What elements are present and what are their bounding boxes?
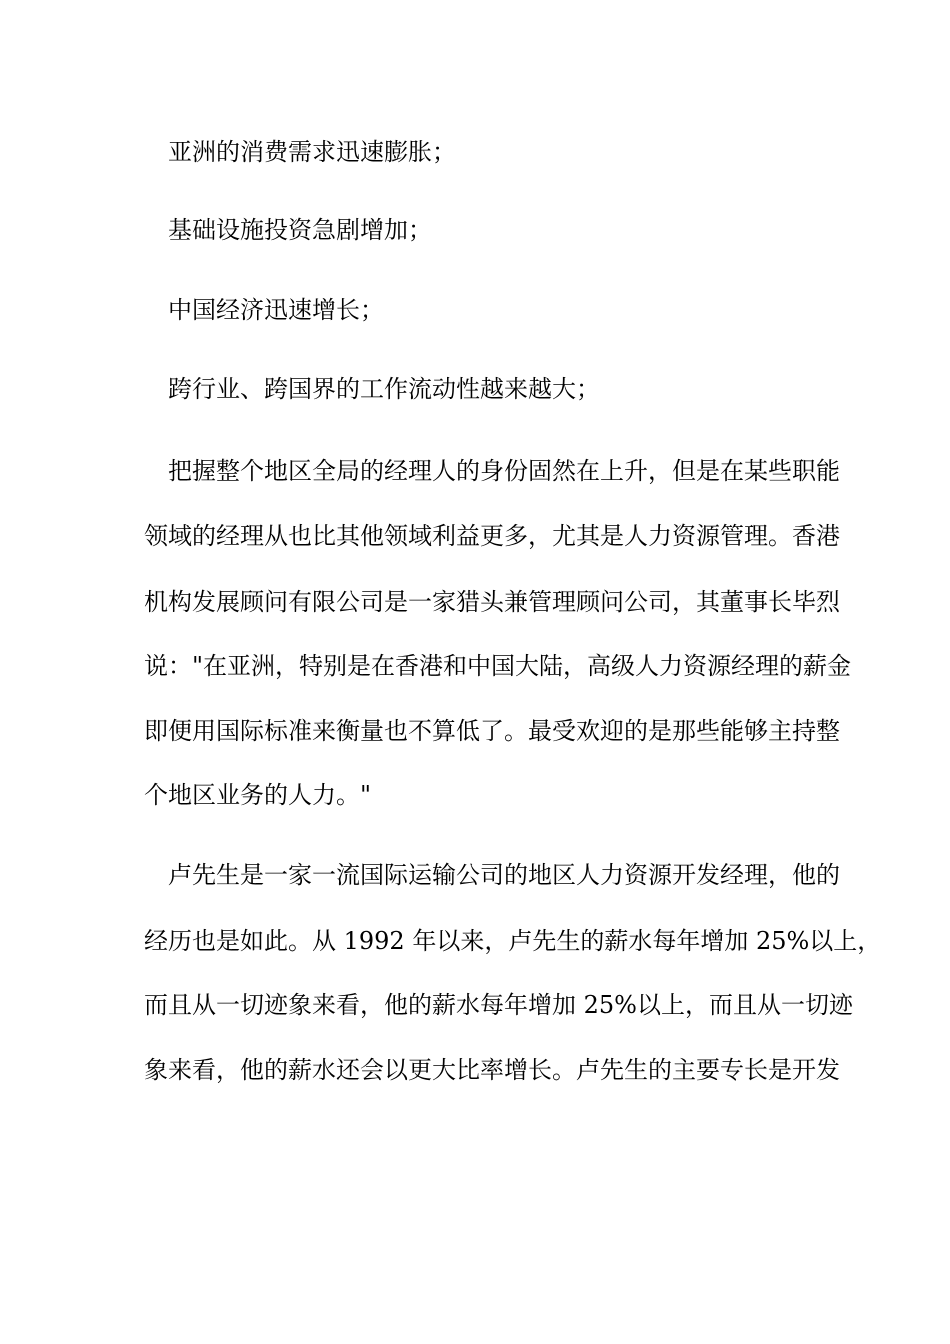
text-line: 把握整个地区全局的经理人的身份固然在上升，但是在某些职能 bbox=[144, 457, 840, 485]
text-line: 跨行业、跨国界的工作流动性越来越大； bbox=[144, 375, 600, 403]
text-line: 象来看，他的薪水还会以更大比率增长。卢先生的主要专长是开发 bbox=[144, 1056, 840, 1084]
text-line: 个地区业务的人力。" bbox=[144, 781, 372, 809]
text-line: 机构发展顾问有限公司是一家猎头兼管理顾问公司，其董事长毕烈 bbox=[144, 588, 840, 616]
text-line: 即便用国际标准来衡量也不算低了。最受欢迎的是那些能够主持整 bbox=[144, 717, 840, 745]
text-line: 领域的经理从也比其他领域利益更多，尤其是人力资源管理。香港 bbox=[144, 522, 840, 550]
text-line: 说："在亚洲，特别是在香港和中国大陆，高级人力资源经理的薪金 bbox=[144, 652, 852, 680]
text-line: 中国经济迅速增长； bbox=[144, 296, 384, 324]
text-line: 经历也是如此。从 1992 年以来，卢先生的薪水每年增加 25%以上， bbox=[144, 927, 882, 955]
text-line: 而且从一切迹象来看，他的薪水每年增加 25%以上，而且从一切迹 bbox=[144, 991, 853, 1019]
text-line: 亚洲的消费需求迅速膨胀； bbox=[144, 138, 456, 166]
text-line: 卢先生是一家一流国际运输公司的地区人力资源开发经理，他的 bbox=[144, 861, 840, 889]
text-line: 基础设施投资急剧增加； bbox=[144, 216, 432, 244]
